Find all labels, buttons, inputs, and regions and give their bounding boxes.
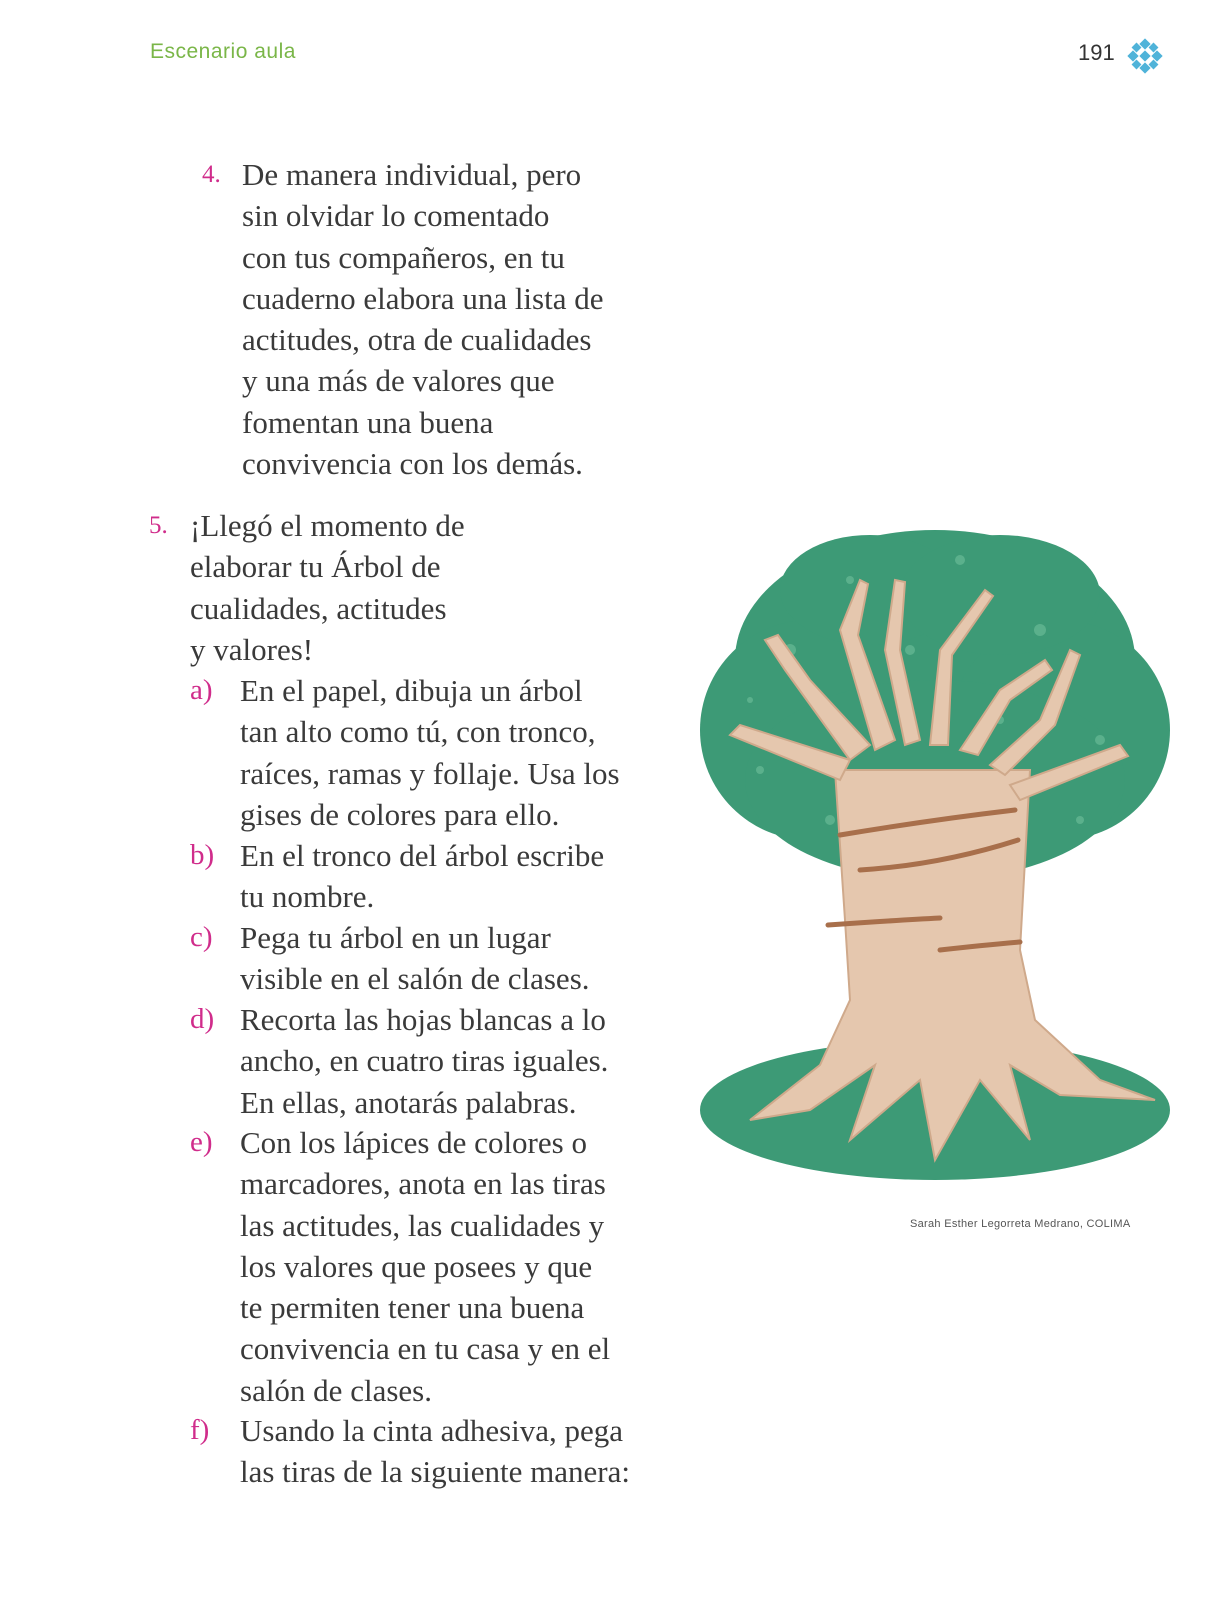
instruction-item-4 bbox=[202, 154, 604, 484]
subitem-letter: a) bbox=[190, 674, 213, 706]
subitem-line: las tiras de la siguiente manera: bbox=[240, 1454, 630, 1490]
tree-illustration bbox=[700, 520, 1170, 1200]
subitem-c bbox=[190, 917, 590, 1000]
page-number: 191 bbox=[1078, 40, 1115, 65]
item-line: sin olvidar lo comentado bbox=[242, 198, 550, 234]
subitem-d bbox=[190, 999, 609, 1123]
subitem-line: En el papel, dibuja un árbol bbox=[240, 673, 583, 708]
subitem-line: En el tronco del árbol escribe bbox=[240, 838, 605, 873]
item-line: fomentan una buena bbox=[242, 404, 494, 440]
subitem-line: Pega tu árbol en un lugar bbox=[240, 920, 551, 955]
subitem-line: tan alto como tú, con tronco, bbox=[240, 714, 596, 750]
subitem-line: Recorta las hojas blancas a lo bbox=[240, 1002, 606, 1037]
subitem-line: te permiten tener una buena bbox=[240, 1290, 585, 1326]
subitem-line: tu nombre. bbox=[240, 879, 375, 915]
subitem-line: las actitudes, las cualidades y bbox=[240, 1207, 605, 1243]
snowflake-logo-icon bbox=[1127, 38, 1163, 74]
subitem-line: gises de colores para ello. bbox=[240, 796, 560, 832]
section-title: Escenario aula bbox=[150, 40, 296, 63]
item-line: y valores! bbox=[190, 631, 314, 667]
subitem-line: En ellas, anotarás palabras. bbox=[240, 1084, 577, 1120]
subitem-line: ancho, en cuatro tiras iguales. bbox=[240, 1043, 609, 1079]
illustration-credit: Sarah Esther Legorreta Medrano, COLIMA bbox=[910, 1218, 1131, 1230]
subitem-line: los valores que posees y que bbox=[240, 1248, 593, 1284]
item-number: 5. bbox=[149, 512, 168, 539]
subitem-letter: b) bbox=[190, 839, 215, 871]
item-line: convivencia con los demás. bbox=[242, 446, 583, 482]
subitem-b bbox=[190, 835, 605, 918]
subitem-e bbox=[190, 1122, 611, 1411]
subitem-letter: f) bbox=[190, 1414, 210, 1446]
item-line: con tus compañeros, en tu bbox=[242, 239, 565, 275]
subitem-line: salón de clases. bbox=[240, 1372, 432, 1408]
instruction-item-5 bbox=[149, 505, 465, 670]
subitem-letter: d) bbox=[190, 1003, 215, 1035]
item-line: cuaderno elabora una lista de bbox=[242, 280, 604, 316]
item-number: 4. bbox=[202, 161, 221, 188]
item-line: ¡Llegó el momento de bbox=[190, 508, 465, 543]
item-line: elaborar tu Árbol de bbox=[190, 549, 441, 585]
subitem-line: marcadores, anota en las tiras bbox=[240, 1166, 606, 1202]
subitem-line: Con los lápices de colores o bbox=[240, 1125, 587, 1160]
subitem-line: visible en el salón de clases. bbox=[240, 961, 590, 997]
subitem-line: convivencia en tu casa y en el bbox=[240, 1331, 611, 1367]
subitem-line: raíces, ramas y follaje. Usa los bbox=[240, 755, 620, 791]
item-line: y una más de valores que bbox=[242, 363, 555, 399]
item-line: De manera individual, pero bbox=[242, 157, 582, 192]
subitem-line: Usando la cinta adhesiva, pega bbox=[240, 1413, 624, 1448]
item-line: actitudes, otra de cualidades bbox=[242, 322, 592, 358]
subitem-letter: c) bbox=[190, 921, 213, 953]
subitem-f bbox=[190, 1410, 630, 1493]
subitem-a bbox=[190, 670, 620, 835]
subitem-letter: e) bbox=[190, 1126, 213, 1158]
item-line: cualidades, actitudes bbox=[190, 590, 447, 626]
